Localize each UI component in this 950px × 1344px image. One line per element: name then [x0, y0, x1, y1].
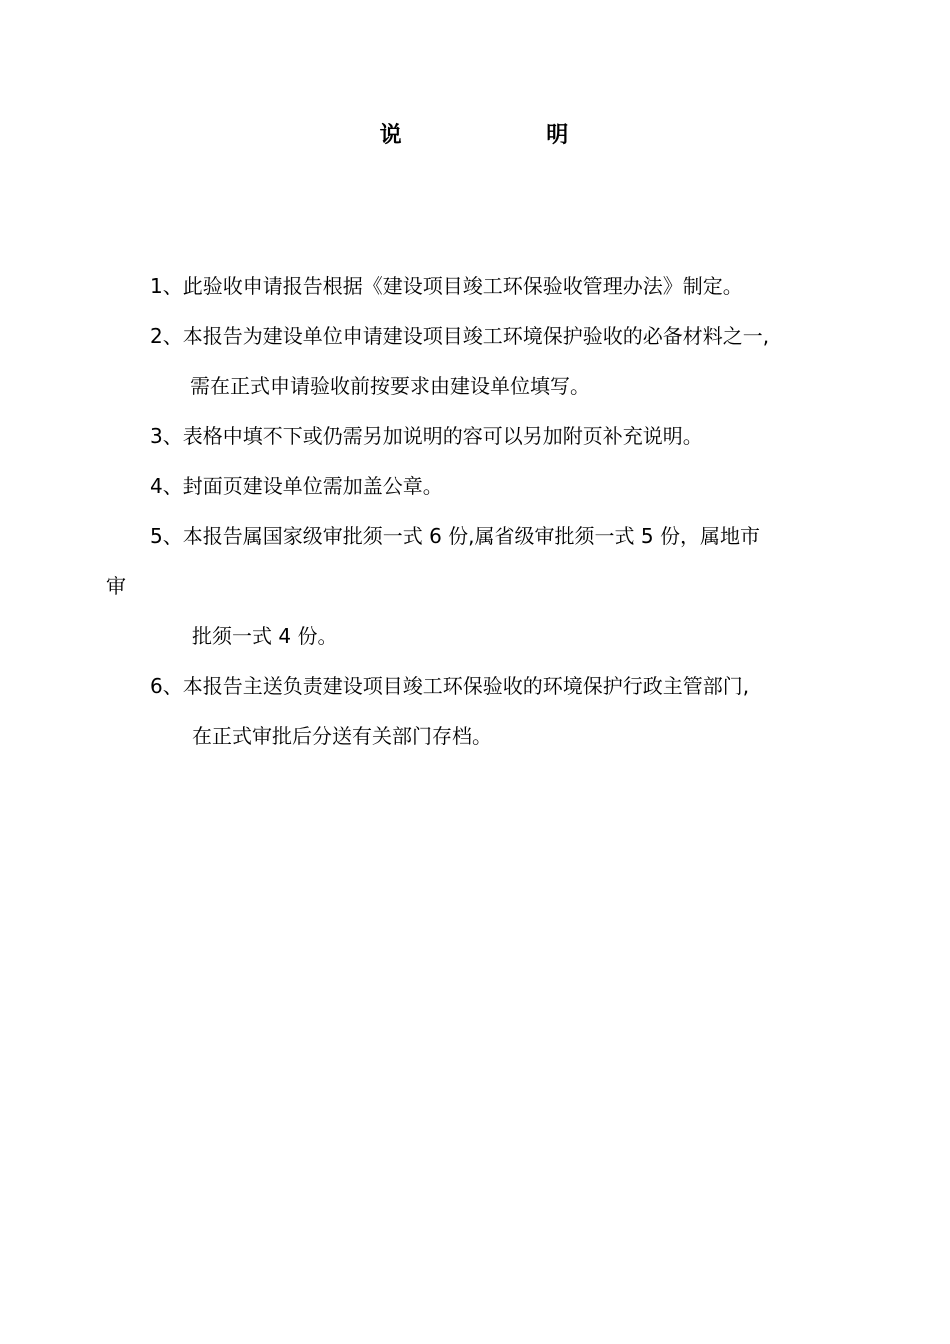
instruction-line-6: 6、本报告主送负责建设项目竣工环保验收的环境保护行政主管部门,: [150, 674, 750, 698]
instruction-line-2-continued: 需在正式申请验收前按要求由建设单位填写。: [190, 374, 590, 398]
instruction-line-6-continued: 在正式审批后分送有关部门存档。: [192, 724, 492, 748]
instruction-line-3: 3、表格中填不下或仍需另加说明的容可以另加附页补充说明。: [150, 424, 703, 448]
instruction-line-2: 2、本报告为建设单位申请建设项目竣工环境保护验收的必备材料之一,: [150, 324, 770, 348]
instruction-line-4: 4、封面页建设单位需加盖公章。: [150, 474, 443, 498]
instruction-line-5-continued: 批须一式 4 份。: [192, 624, 338, 648]
instruction-line-5: 5、本报告属国家级审批须一式 6 份,属省级审批须一式 5 份，属地市: [150, 524, 760, 548]
instruction-line-1: 1、此验收申请报告根据《建设项目竣工环保验收管理办法》制定。: [150, 274, 743, 298]
instruction-line-5-wrap: 审: [106, 574, 126, 598]
document-title: 说 明: [379, 123, 571, 148]
